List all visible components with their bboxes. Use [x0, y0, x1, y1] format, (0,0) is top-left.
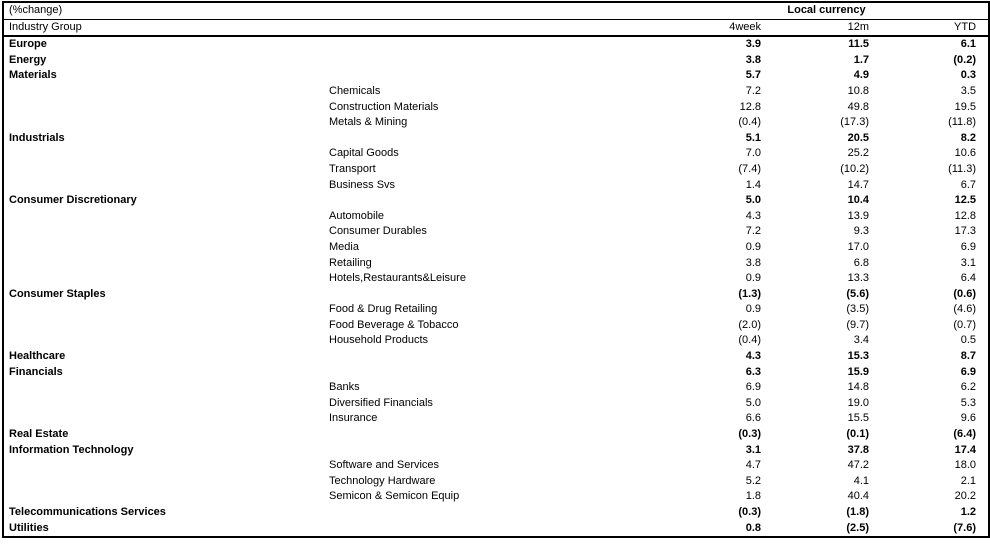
row-value-cell: 0.8	[665, 521, 773, 538]
row-value-cell: 13.3	[847, 272, 870, 285]
table-row	[3, 256, 989, 272]
row-value-cell: 4.1	[853, 474, 870, 487]
table-row	[3, 240, 989, 256]
table-row	[3, 271, 989, 287]
row-value-cell: 6.4	[960, 272, 977, 285]
row-group-label	[3, 162, 325, 178]
table-row	[3, 193, 989, 209]
row-subindustry-label	[325, 349, 665, 365]
row-group-label	[3, 240, 325, 256]
row-value-cell: 20.2	[954, 490, 977, 503]
row-value-cell: 19.5	[954, 100, 977, 113]
row-subindustry-label	[325, 427, 665, 443]
row-subindustry-label: Food Beverage & Tobacco	[329, 318, 459, 331]
row-value-cell: 6.2	[960, 381, 977, 394]
table-row	[3, 287, 989, 303]
row-subindustry-label: Construction Materials	[329, 100, 439, 113]
row-value-cell: 5.3	[960, 396, 977, 409]
table-row	[3, 100, 989, 116]
row-value-cell: 6.1	[960, 38, 977, 51]
row-value-cell: (0.3)	[738, 506, 762, 518]
row-value-cell: 10.6	[954, 147, 977, 160]
row-value-cell: 0.3	[960, 69, 977, 82]
row-value-cell: 1.7	[853, 53, 870, 66]
row-value-cell: 3.5	[960, 84, 977, 97]
row-value-cell: 6.8	[853, 256, 870, 269]
row-subindustry-label: Automobile	[329, 209, 385, 222]
row-value-cell: (2.5)	[773, 521, 881, 538]
row-value-cell: 5.2	[745, 474, 762, 487]
row-subindustry-label	[325, 365, 665, 381]
table-row	[3, 162, 989, 178]
row-subindustry-label: Business Svs	[329, 178, 396, 191]
row-value-cell: 17.3	[954, 225, 977, 238]
row-value-cell: (4.6)	[953, 303, 977, 316]
row-value-cell: (2.0)	[738, 318, 762, 331]
row-value-cell: 6.9	[960, 240, 977, 253]
table-row	[3, 224, 989, 240]
row-value-cell: 4.3	[745, 350, 762, 363]
row-subindustry-label	[325, 443, 665, 459]
row-value-cell: 17.0	[847, 240, 870, 253]
row-subindustry-label: Semicon & Semicon Equip	[329, 490, 460, 503]
row-value-cell: 7.2	[745, 225, 762, 238]
row-group-label: Energy	[9, 53, 47, 66]
row-value-cell: 6.9	[745, 381, 762, 394]
row-subindustry-label: Media	[329, 240, 359, 253]
row-subindustry-label	[325, 193, 665, 209]
row-subindustry-label: Capital Goods	[329, 147, 399, 160]
row-value-cell: (11.8)	[948, 116, 977, 129]
row-group-label	[3, 178, 325, 194]
row-value-cell: (17.3)	[840, 116, 870, 129]
row-value-cell: (0.1)	[846, 428, 870, 441]
table-row	[3, 396, 989, 412]
row-value-cell: (0.3)	[738, 428, 762, 441]
row-subindustry-label	[325, 36, 665, 53]
column-header-ytd: YTD	[881, 19, 989, 36]
row-group-label: Industrials	[9, 131, 65, 144]
row-subindustry-label	[325, 287, 665, 303]
row-value-cell: 7.2	[745, 84, 762, 97]
row-value-cell: 3.9	[745, 38, 762, 51]
row-value-cell: 47.2	[847, 459, 870, 472]
table-row	[3, 131, 989, 147]
table-row	[3, 36, 989, 53]
row-value-cell: 14.7	[847, 178, 870, 191]
row-value-cell: (10.2)	[840, 162, 870, 175]
row-group-label: Europe	[9, 38, 47, 51]
row-subindustry-label	[325, 68, 665, 84]
table-row	[3, 521, 989, 538]
table-row	[3, 68, 989, 84]
row-group-label: Telecommunications Services	[9, 506, 166, 518]
table-row	[3, 318, 989, 334]
row-value-cell: 10.8	[847, 84, 870, 97]
row-value-cell: 9.3	[853, 225, 870, 238]
row-value-cell: 9.6	[960, 412, 977, 425]
column-header-4week: 4week	[665, 19, 773, 36]
row-value-cell: 17.4	[954, 443, 977, 456]
table-row	[3, 443, 989, 459]
row-group-label	[3, 380, 325, 396]
row-value-cell: 12.8	[954, 209, 977, 222]
row-value-cell: 18.0	[954, 459, 977, 472]
industry-group-performance-table	[2, 1, 990, 538]
table-row	[3, 53, 989, 69]
table-row	[3, 380, 989, 396]
row-value-cell: 12.8	[739, 100, 762, 113]
row-group-label	[3, 302, 325, 318]
row-value-cell: 1.8	[745, 490, 762, 503]
row-subindustry-label: Retailing	[329, 256, 372, 269]
row-value-cell: (0.4)	[738, 334, 762, 347]
row-subindustry-label	[325, 53, 665, 69]
row-group-label	[3, 209, 325, 225]
row-group-label	[3, 100, 325, 116]
row-group-label: Information Technology	[9, 443, 134, 456]
local-currency-label: Local currency	[665, 2, 989, 19]
row-value-cell: 0.9	[745, 272, 762, 285]
row-group-label	[3, 115, 325, 131]
table-body	[3, 36, 989, 537]
row-value-cell: 6.6	[745, 412, 762, 425]
table-row	[3, 349, 989, 365]
row-group-label: Materials	[9, 69, 57, 82]
row-value-cell: 4.9	[853, 69, 870, 82]
row-value-cell: (0.4)	[738, 116, 762, 129]
table-row	[3, 178, 989, 194]
row-subindustry-label: Household Products	[329, 334, 429, 347]
table-row	[3, 411, 989, 427]
row-value-cell: 3.1	[745, 443, 762, 456]
row-value-cell: 6.7	[960, 178, 977, 191]
row-subindustry-label: Banks	[329, 381, 360, 394]
row-value-cell: 25.2	[847, 147, 870, 160]
row-value-cell: 4.7	[745, 459, 762, 472]
table-row	[3, 302, 989, 318]
row-value-cell: 4.3	[745, 209, 762, 222]
row-value-cell: 0.5	[960, 334, 977, 347]
row-value-cell: 40.4	[847, 490, 870, 503]
row-value-cell: 1.4	[745, 178, 762, 191]
row-group-label: Real Estate	[9, 428, 69, 441]
row-value-cell: 49.8	[847, 100, 870, 113]
row-group-label	[3, 271, 325, 287]
column-header-12m: 12m	[773, 19, 881, 36]
row-value-cell: 6.9	[960, 365, 977, 378]
row-subindustry-label: Transport	[329, 162, 376, 175]
row-group-label	[3, 396, 325, 412]
header-row-top	[3, 2, 989, 19]
row-value-cell: 19.0	[847, 396, 870, 409]
row-value-cell: 3.8	[745, 256, 762, 269]
row-value-cell: 5.0	[745, 396, 762, 409]
row-group-label	[3, 474, 325, 490]
table-row	[3, 458, 989, 474]
row-value-cell: (0.7)	[953, 318, 977, 331]
table-row	[3, 427, 989, 443]
row-value-cell: 0.9	[745, 240, 762, 253]
row-subindustry-label: Metals & Mining	[329, 116, 408, 129]
row-value-cell: 8.7	[960, 350, 977, 363]
row-value-cell: 15.3	[847, 350, 870, 363]
row-value-cell: (11.3)	[948, 162, 977, 175]
row-value-cell: (6.4)	[953, 428, 977, 441]
row-subindustry-label: Consumer Durables	[329, 225, 427, 238]
row-value-cell: 3.4	[853, 334, 870, 347]
pct-change-label: (%change)	[3, 2, 665, 19]
row-value-cell: 1.2	[960, 506, 977, 518]
row-value-cell: 37.8	[847, 443, 870, 456]
row-group-label: Consumer Staples	[9, 287, 106, 300]
row-value-cell: 8.2	[960, 131, 977, 144]
row-value-cell: 5.1	[745, 131, 762, 144]
row-value-cell: (1.8)	[846, 506, 870, 518]
row-group-label	[3, 146, 325, 162]
row-group-label: Consumer Discretionary	[9, 194, 137, 207]
row-value-cell: 10.4	[847, 194, 870, 207]
row-value-cell: 11.5	[848, 38, 870, 51]
row-group-label	[3, 224, 325, 240]
row-value-cell: (3.5)	[846, 303, 870, 316]
table-row	[3, 505, 989, 521]
row-subindustry-label: Technology Hardware	[329, 474, 436, 487]
row-value-cell: (5.6)	[846, 287, 870, 300]
row-value-cell: 5.0	[745, 194, 762, 207]
row-value-cell: 0.9	[745, 303, 762, 316]
row-value-cell: 3.8	[745, 53, 762, 66]
header-row-columns	[3, 19, 989, 36]
row-group-label	[3, 318, 325, 334]
row-group-label	[3, 411, 325, 427]
row-subindustry-label: Diversified Financials	[329, 396, 433, 409]
row-value-cell: 6.3	[745, 365, 762, 378]
row-value-cell: 12.5	[954, 194, 977, 207]
row-subindustry-label: Hotels,Restaurants&Leisure	[329, 272, 466, 285]
row-value-cell: 15.9	[847, 365, 870, 378]
row-value-cell: 14.8	[847, 381, 870, 394]
row-group-label: Financials	[9, 365, 63, 378]
table-row	[3, 209, 989, 225]
row-value-cell: (0.6)	[953, 287, 977, 300]
row-group-label	[3, 84, 325, 100]
row-value-cell: 20.5	[847, 131, 870, 144]
row-value-cell: 3.1	[960, 256, 977, 269]
row-subindustry-label: Insurance	[329, 412, 378, 425]
row-group-label: Utilities	[3, 521, 325, 538]
row-value-cell: (7.4)	[738, 162, 762, 175]
row-value-cell: (9.7)	[846, 318, 870, 331]
row-group-label	[3, 333, 325, 349]
table-row	[3, 489, 989, 505]
table-row	[3, 333, 989, 349]
row-subindustry-label: Software and Services	[329, 459, 440, 472]
row-value-cell: (1.3)	[738, 287, 762, 300]
row-group-label	[3, 458, 325, 474]
row-value-cell: 7.0	[745, 147, 762, 160]
row-group-label	[3, 489, 325, 505]
table-row	[3, 84, 989, 100]
table-header	[3, 2, 989, 36]
table-row	[3, 365, 989, 381]
row-value-cell: 13.9	[847, 209, 870, 222]
row-value-cell: 5.7	[745, 69, 762, 82]
row-subindustry-label	[325, 521, 665, 538]
row-value-cell: 15.5	[847, 412, 870, 425]
row-group-label: Healthcare	[9, 350, 66, 363]
industry-group-label: Industry Group	[3, 19, 665, 36]
table-row	[3, 115, 989, 131]
row-subindustry-label	[325, 505, 665, 521]
row-group-label	[3, 256, 325, 272]
row-value-cell: 2.1	[960, 474, 977, 487]
row-subindustry-label	[325, 131, 665, 147]
row-subindustry-label: Chemicals	[329, 84, 381, 97]
row-subindustry-label: Food & Drug Retailing	[329, 303, 438, 316]
row-value-cell: (0.2)	[953, 53, 977, 66]
row-value-cell: (7.6)	[881, 521, 989, 538]
table-row	[3, 146, 989, 162]
table-row	[3, 474, 989, 490]
